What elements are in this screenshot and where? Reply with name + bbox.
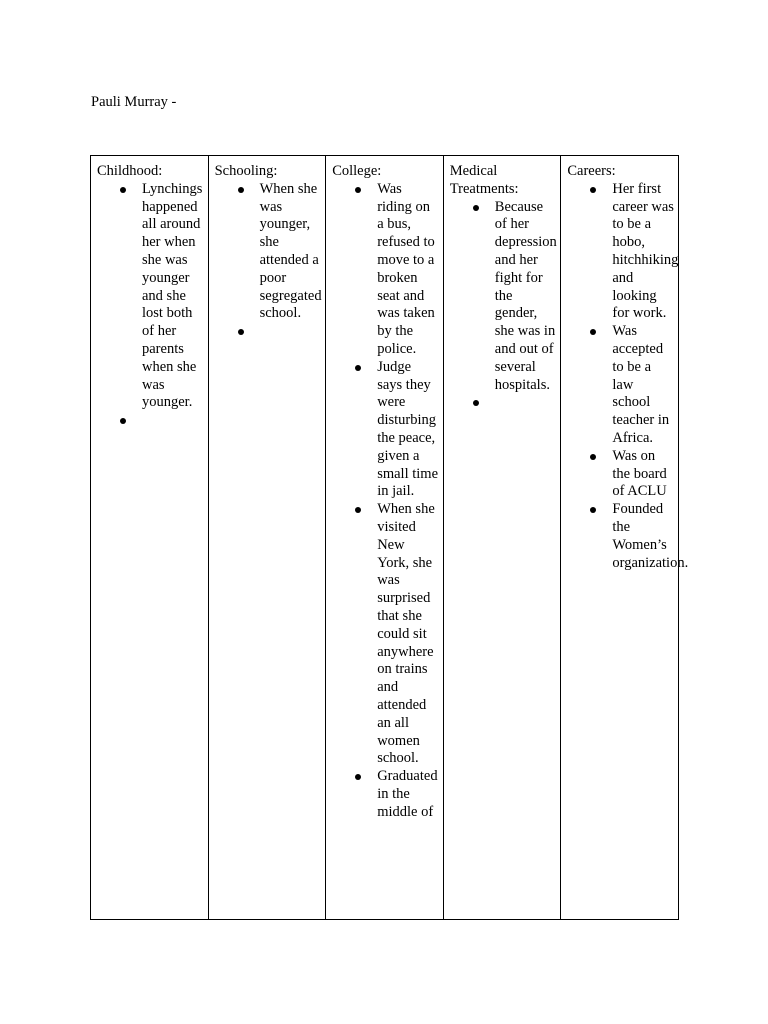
careers-cell [561,156,689,920]
list-item: Founded the Women’s organization. [612,501,689,571]
list-item: Graduated in the middle of [377,768,438,820]
list-item: Was on the board of ACLU [612,448,674,501]
schooling-cell [208,156,326,920]
list-item: When she visited New York, she was surprised that she could sit anywhere on trains and attended an all women school. [377,501,439,768]
list-item: Was accepted to be a law school teacher in Africa. [612,323,674,448]
list-item: Because of her depression and her fight for the gender, she was in and out of several hospitals. [494,198,557,393]
list-item: When she was younger, she attended a poor segregated school. [259,180,322,322]
notes-table [90,155,689,920]
list-item: Was riding on a bus, refused to move to a broken seat and was taken by the police. [377,181,439,359]
list-item [495,394,557,412]
schooling-list [215,181,322,341]
list-item: Her first career was to be a hobo, hitchhiking and looking for work. [612,180,679,322]
childhood-list [97,181,204,430]
table-row [91,156,679,920]
list-item [260,323,322,341]
careers-heading: Careers: [567,163,616,179]
medical-treatments-heading: Medical Treatments: [449,163,519,197]
careers-list [567,180,689,573]
medical-treatments-list [450,199,557,413]
childhood-heading: Childhood: [97,163,163,179]
list-item: Judge says they were disturbing the peace, given a small time in jail. [377,358,438,500]
list-item [142,412,204,430]
childhood-cell [91,156,209,920]
college-heading: College: [332,163,382,179]
schooling-heading: Schooling: [214,163,278,179]
college-cell [326,156,444,920]
document-title: Pauli Murray - [91,94,177,110]
list-item: Lynchings happened all around her when she was younger and she lost both of her parents when she was younger. [142,180,203,411]
medical-treatments-cell [443,156,561,920]
college-list [332,181,439,822]
